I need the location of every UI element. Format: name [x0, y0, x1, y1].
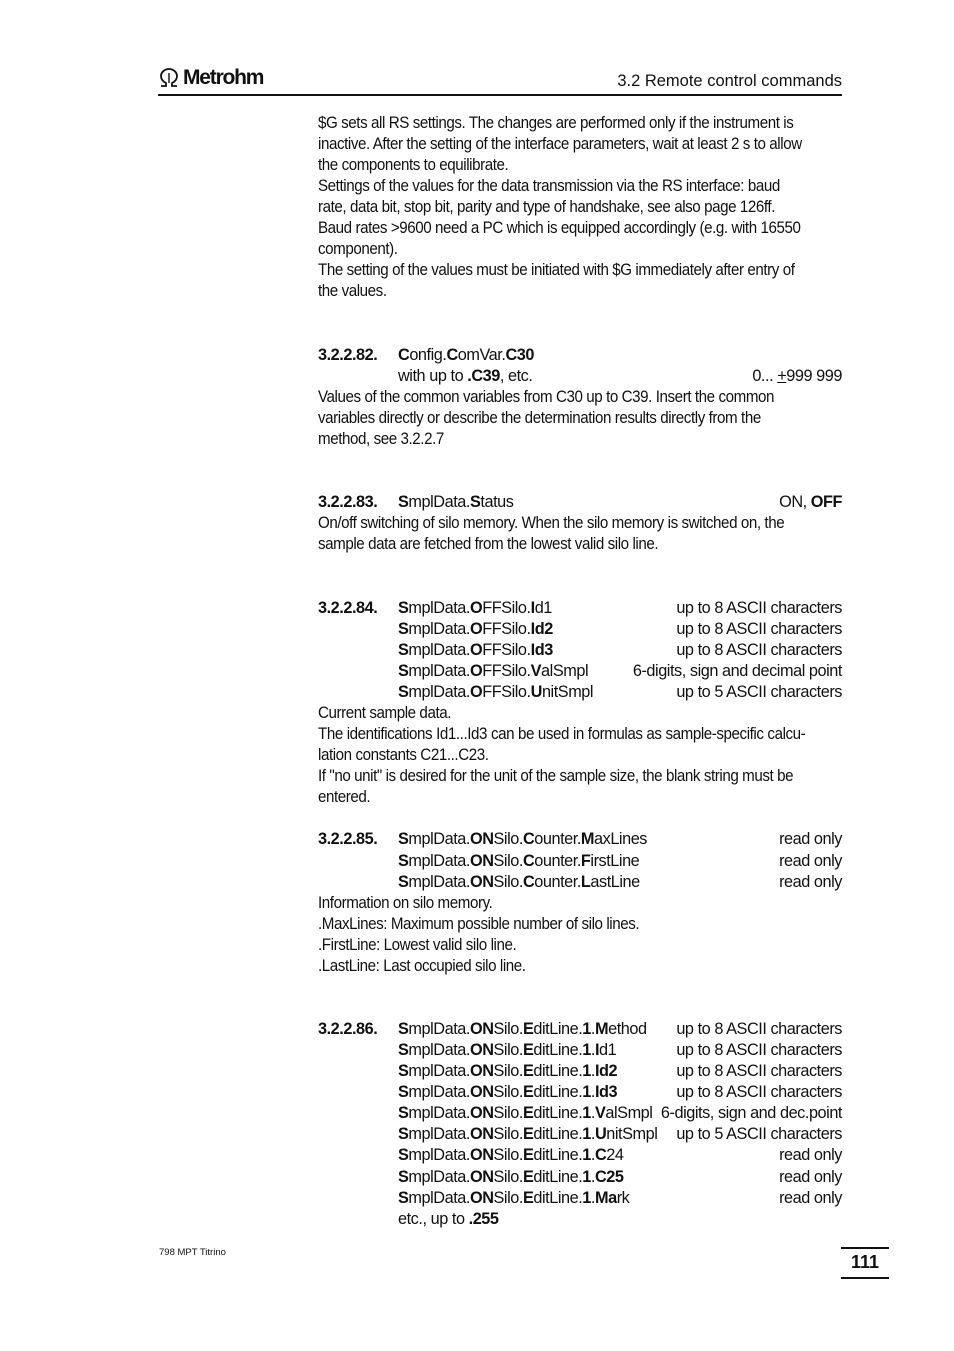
product-name: 798 MPT Titrino	[159, 1247, 226, 1258]
section-description	[318, 703, 805, 808]
command-name: SmplData.OFFSilo.UnitSmpl	[398, 683, 594, 701]
command-value: 6-digits, sign and dec.point	[660, 1104, 842, 1122]
page-number: 111	[850, 1252, 880, 1272]
command-name: SmplData.ONSilo.Counter.FirstLine	[398, 852, 640, 870]
command-name: SmplData.ONSilo.EditLine.1.Id1	[398, 1041, 617, 1059]
intro-paragraph: The setting of the values must be initiated with $G immediately after entry of the values.	[318, 261, 795, 300]
intro-paragraph: Settings of the values for the data transmission via the RS interface: baud rate, data bit, stop bit, parity and type of handshake, see also page 126ff.	[318, 177, 780, 216]
command-value: 6-digits, sign and decimal point	[632, 662, 842, 680]
command-name: SmplData.OFFSilo.ValSmpl	[398, 662, 589, 680]
section-description	[318, 893, 805, 977]
command-value: up to 8 ASCII characters	[676, 641, 842, 659]
description-line: .FirstLine: Lowest valid silo line.	[318, 936, 517, 954]
section-number: 3.2.2.84.	[318, 599, 378, 617]
command-range-note: etc., up to .255	[398, 1210, 499, 1228]
section-number: 3.2.2.83.	[318, 493, 378, 511]
command-name: Config.ComVar.C30	[398, 346, 534, 364]
section-number: 3.2.2.86.	[318, 1020, 378, 1038]
intro-paragraph: $G sets all RS settings. The changes are performed only if the instrument is inactive. After the setting of the interface parameters, wait at least 2 s to allow the components to equilibrate.	[318, 114, 802, 174]
description-line: Current sample data.	[318, 704, 452, 722]
command-name: SmplData.ONSilo.Counter.LastLine	[398, 873, 640, 891]
intro-text	[318, 113, 805, 302]
omega-icon	[158, 68, 180, 88]
section-number: 3.2.2.82.	[318, 346, 378, 364]
section-title: 3.2 Remote control commands	[617, 72, 842, 90]
command-value: read only	[779, 852, 842, 870]
command-value: up to 5 ASCII characters	[676, 1125, 842, 1143]
description-line: If "no unit" is desired for the unit of the sample size, the blank string must be entered.	[318, 767, 794, 806]
command-name: SmplData.ONSilo.Counter.MaxLines	[398, 830, 647, 848]
value-options: ON, OFF	[779, 493, 842, 511]
value-range: 0... +999 999	[752, 367, 842, 385]
command-name: SmplData.OFFSilo.Id2	[398, 620, 553, 638]
command-value: up to 8 ASCII characters	[676, 599, 842, 617]
page-number-box	[841, 1247, 889, 1279]
command-name: SmplData.ONSilo.EditLine.1.Id2	[398, 1062, 618, 1080]
command-value: up to 8 ASCII characters	[676, 1020, 842, 1038]
command-name: SmplData.OFFSilo.Id3	[398, 641, 553, 659]
command-name: SmplData.ONSilo.EditLine.1.UnitSmpl	[398, 1125, 658, 1143]
description-line: .LastLine: Last occupied silo line.	[318, 957, 526, 975]
command-value: up to 5 ASCII characters	[676, 683, 842, 701]
command-range-note: with up to .C39, etc.	[398, 367, 533, 385]
logo-text: Metrohm	[183, 66, 264, 89]
section-description: On/off switching of silo memory. When the silo memory is switched on, the sample data are fetched from the lowest valid silo line.	[318, 514, 785, 553]
command-name: SmplData.Status	[398, 493, 514, 511]
command-value: read only	[779, 1189, 842, 1207]
section-number: 3.2.2.85.	[318, 830, 378, 848]
command-name: SmplData.ONSilo.EditLine.1.Mark	[398, 1189, 630, 1207]
description-line: Information on silo memory.	[318, 894, 493, 912]
command-name: SmplData.ONSilo.EditLine.1.Id3	[398, 1083, 618, 1101]
command-value: up to 8 ASCII characters	[676, 1083, 842, 1101]
command-name: SmplData.OFFSilo.Id1	[398, 599, 552, 617]
command-value: read only	[779, 873, 842, 891]
command-value: up to 8 ASCII characters	[676, 1062, 842, 1080]
command-value: read only	[779, 1146, 842, 1164]
description-line: .MaxLines: Maximum possible number of silo lines.	[318, 915, 640, 933]
command-value: read only	[779, 1168, 842, 1186]
section-description: Values of the common variables from C30 up to C39. Insert the common variables directly or describe the determination results directly from the method, see 3.2.2.7	[318, 388, 775, 448]
command-value: up to 8 ASCII characters	[676, 620, 842, 638]
command-name: SmplData.ONSilo.EditLine.1.C25	[398, 1168, 624, 1186]
intro-paragraph: Baud rates >9600 need a PC which is equipped accordingly (e.g. with 16550 component).	[318, 219, 801, 258]
command-name: SmplData.ONSilo.EditLine.1.C24	[398, 1146, 624, 1164]
description-line: The identifications Id1...Id3 can be used in formulas as sample-specific calcu-lation constants C21...C23.	[318, 725, 806, 764]
metrohm-logo	[158, 66, 263, 90]
page-header	[158, 66, 842, 96]
command-value: up to 8 ASCII characters	[676, 1041, 842, 1059]
command-value: read only	[779, 830, 842, 848]
command-name: SmplData.ONSilo.EditLine.1.ValSmpl	[398, 1104, 653, 1122]
command-name: SmplData.ONSilo.EditLine.1.Method	[398, 1020, 647, 1038]
